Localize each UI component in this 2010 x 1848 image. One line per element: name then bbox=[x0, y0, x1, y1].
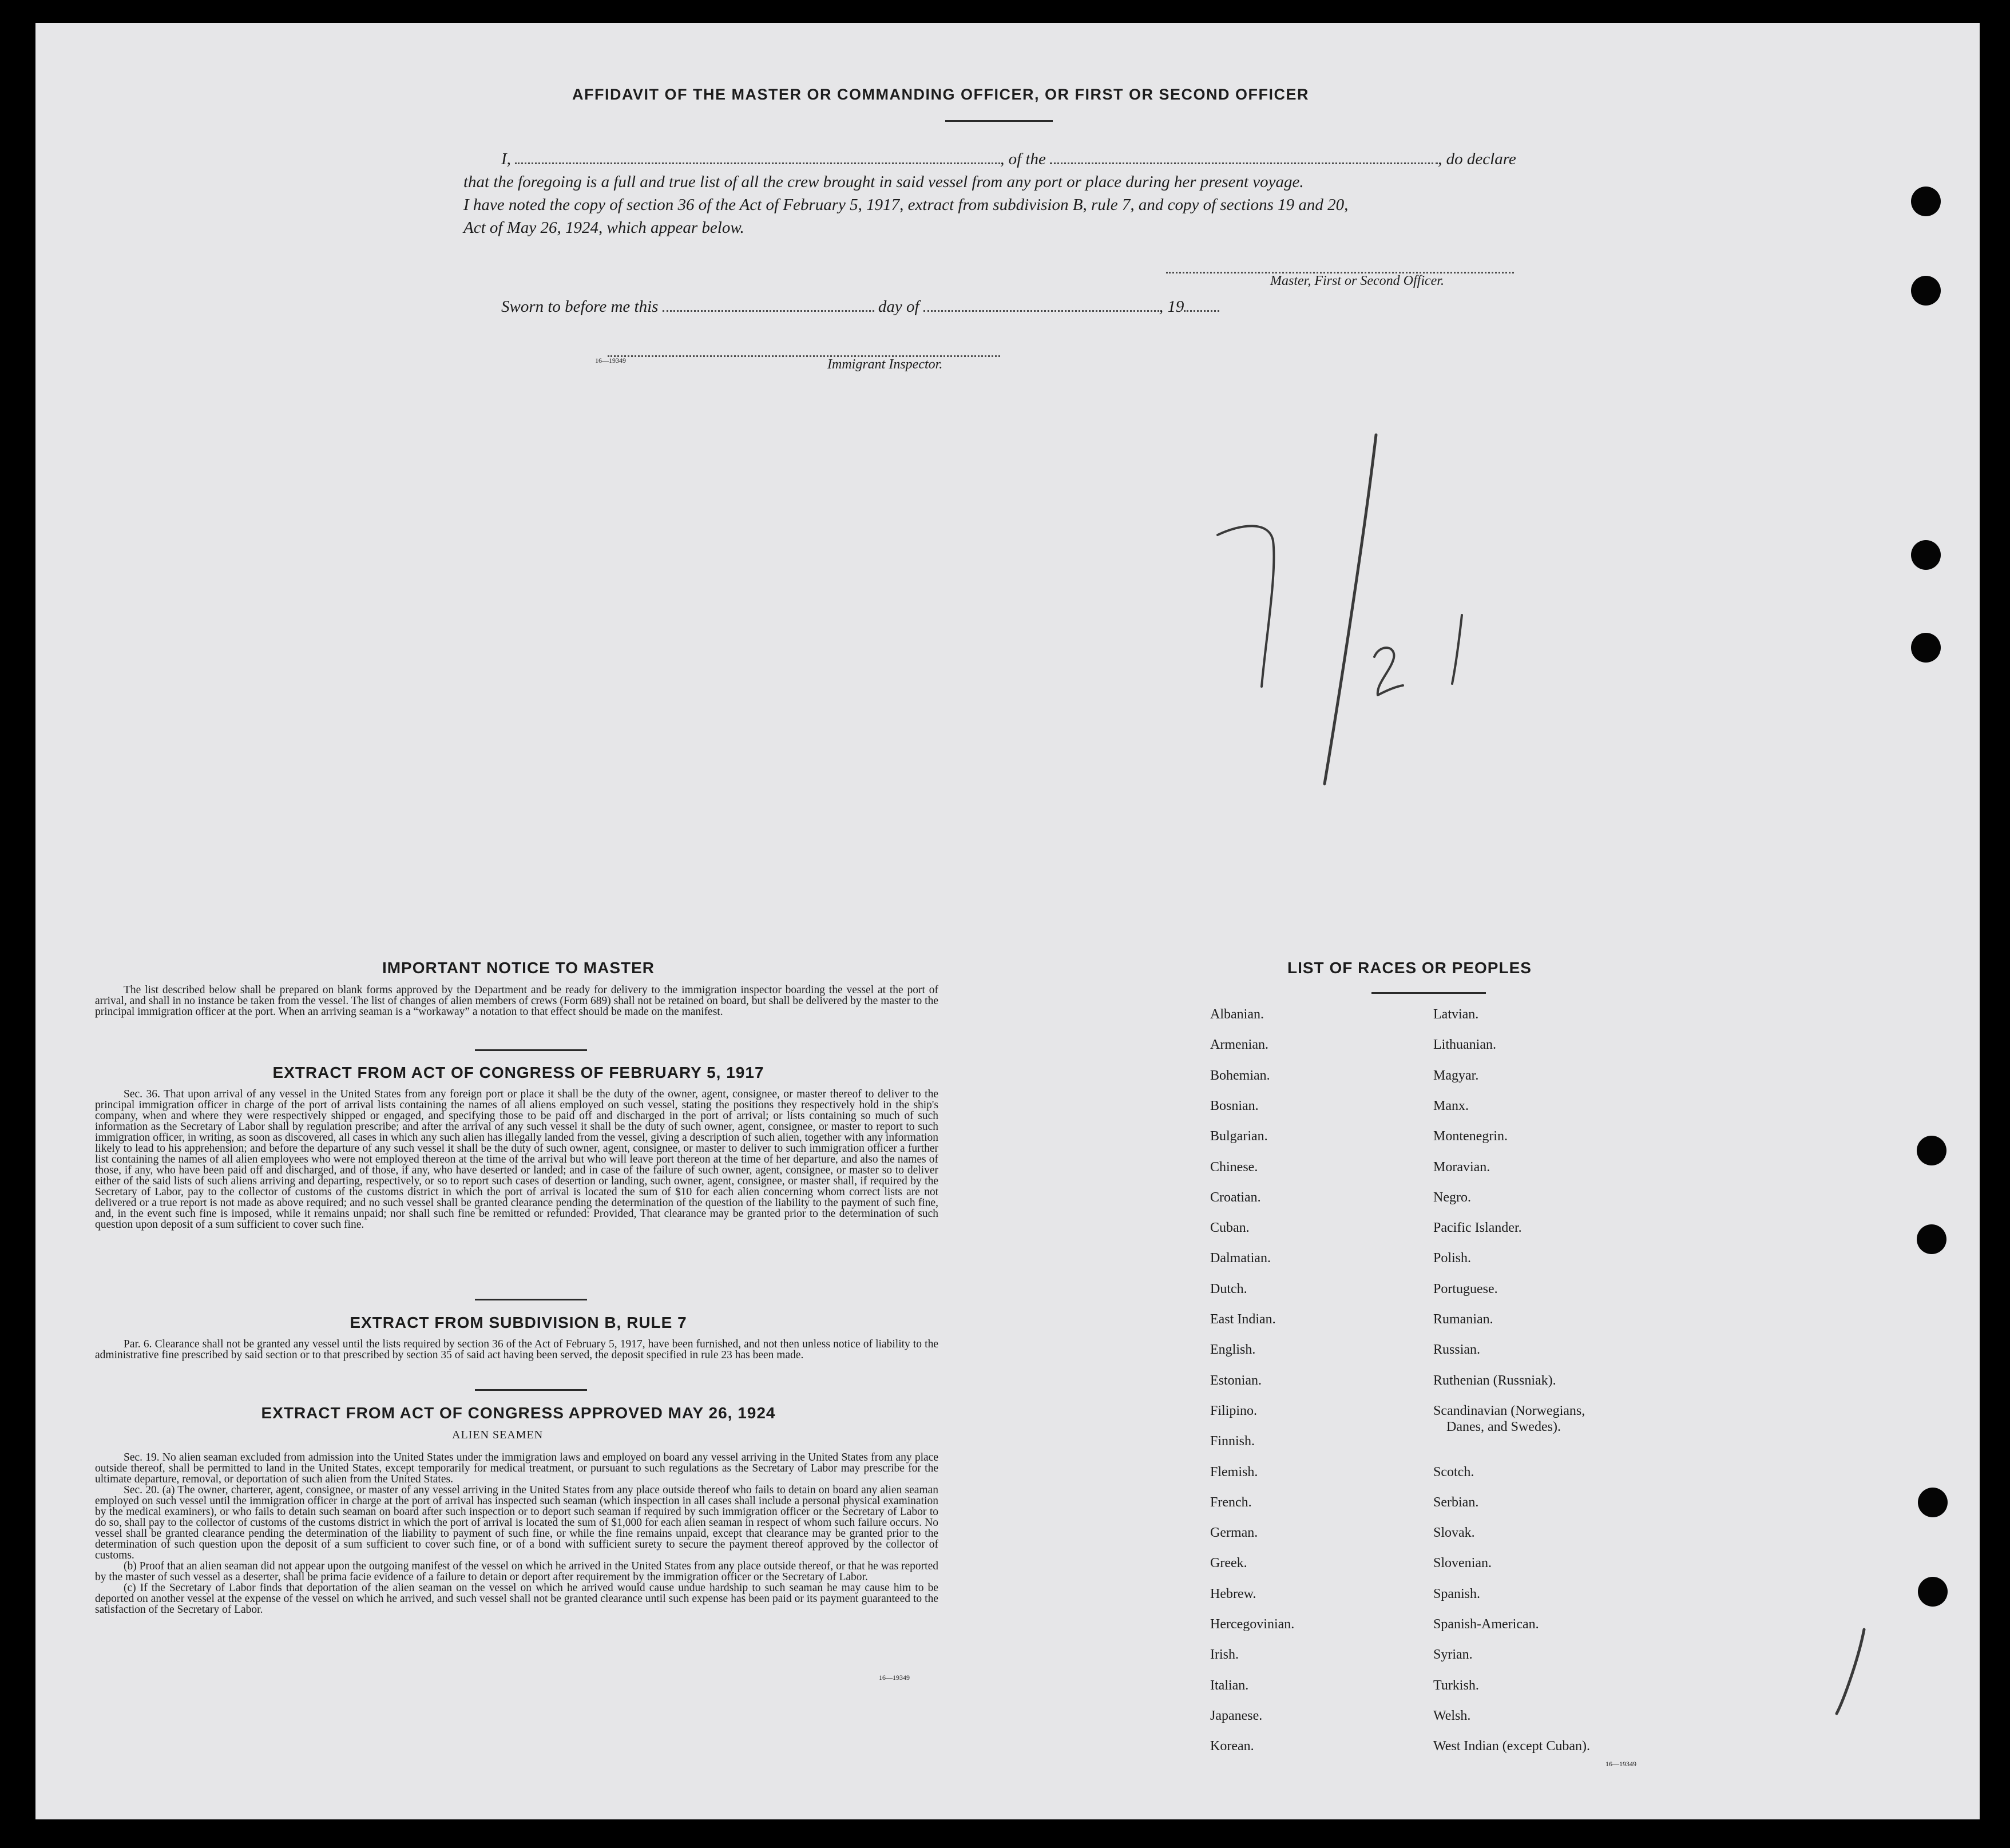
race-item: Irish. bbox=[1210, 1647, 1239, 1663]
race-item: Armenian. bbox=[1210, 1037, 1268, 1053]
section-divider bbox=[475, 1389, 587, 1391]
race-item: Flemish. bbox=[1210, 1464, 1258, 1480]
rule7-text: Par. 6. Clearance shall not be granted any vessel until the lists required by section 36 of the Act of February 5, 1917, have been furnished, and not then unless notice of liability to the administrative fine prescribed by said section or to that prescribed by section 35 of said act having been served, the deposit specified in rule 23 has been made. bbox=[95, 1338, 938, 1361]
extract-1917-title: EXTRACT FROM ACT OF CONGRESS OF FEBRUARY 5, 1917 bbox=[272, 1064, 764, 1081]
race-item: Montenegrin. bbox=[1433, 1129, 1508, 1144]
race-item: English. bbox=[1210, 1342, 1256, 1358]
race-item: French. bbox=[1210, 1494, 1252, 1510]
race-item: Rumanian. bbox=[1433, 1312, 1493, 1327]
punch-hole bbox=[1917, 1136, 1946, 1165]
sworn-year-prefix: , 19 bbox=[1159, 298, 1184, 316]
race-item: Scotch. bbox=[1433, 1464, 1474, 1480]
race-item: Dalmatian. bbox=[1210, 1251, 1271, 1266]
race-item: Magyar. bbox=[1433, 1068, 1479, 1083]
affidavit-do-declare: , do declare bbox=[1438, 150, 1516, 168]
race-item: Bosnian. bbox=[1210, 1098, 1259, 1113]
punch-hole bbox=[1918, 1577, 1948, 1607]
sworn-day-of: day of bbox=[878, 298, 919, 316]
rule7-title: EXTRACT FROM SUBDIVISION B, RULE 7 bbox=[350, 1314, 687, 1331]
affidavit-line-4: Act of May 26, 1924, which appear below. bbox=[463, 219, 744, 237]
race-item: Syrian. bbox=[1433, 1647, 1473, 1663]
punch-hole bbox=[1911, 633, 1941, 663]
affidavit-line-2: that the foregoing is a full and true list of all the crew brought in said vessel from any port or place during her present voyage. bbox=[463, 173, 1304, 191]
race-item: German. bbox=[1210, 1525, 1258, 1541]
sec-20c-text: (c) If the Secretary of Labor finds that deportation of the alien seaman on the vessel on which he arrived would cause undue hardship to such seaman he may cause him to be deported on another vessel at the expense of the vessel on which he arrived, and such vessel shall not be granted clearance until such expense has been paid or its payment guaranteed to the satisfaction of the Secretary of Labor. bbox=[95, 1582, 938, 1616]
form-code: 16—19349 bbox=[879, 1673, 910, 1682]
races-divider bbox=[1371, 992, 1486, 994]
extract-1924-title: EXTRACT FROM ACT OF CONGRESS APPROVED MAY 26, 1924 bbox=[261, 1404, 776, 1422]
extract-1917-text: Sec. 36. That upon arrival of any vessel in the United States from any foreign port or place it shall be the duty of the owner, agent, consignee, or master thereof to deliver to the principal immigration officer in charge of the port of arrival lists containing the names of all aliens employed on such vessel, stating the positions they respectively hold in the ship's company, when and where they were respectively shipped or engaged, and specifying those to be paid off and discharged in the port of arrival; or lists containing so much of such information as the Secretary of Labor shall by regulation prescribe; and after the arrival of any such vessel it shall be the duty of such owner, agent, consignee, or master to report to such immigration officer, in writing, as soon as discovered, all cases in which any such alien has illegally landed from the vessel, giving a description of such alien, together with any information likely to lead to his apprehension; and before the departure of any such vessel it shall be the duty of such owner, agent, consignee, or master to deliver to such immigration officer a further list containing the names of all alien employees who were not employed thereon at the time of the arrival but who will leave port thereon at the time of her departure, and also the names of those, if any, who have been paid off and discharged, and of those, if any, who have deserted or landed; and in case of the failure of such owner, agent, consignee, or master so to deliver either of the said lists of such aliens arriving and departing, respectively, or so to report such cases of desertion or landing, such owner, agent, consignee, or master shall, if required by the Secretary of Labor, pay to the collector of customs of the customs district in which the port of arrival is located the sum of $10 for each alien concerning whom correct lists are not delivered or a true report is not made as above required; and no such vessel shall be granted clearance pending the determination of the question of the liability to the payment of such fine, and, in the event such fine is imposed, while it remains unpaid; nor shall such fine be remitted or refunded: Provided, That clearance may be granted prior to the determination of such question upon deposit of a sum sufficient to cover such fine. bbox=[95, 1088, 938, 1231]
race-item: Turkish. bbox=[1433, 1678, 1479, 1693]
race-item: Greek. bbox=[1210, 1556, 1247, 1571]
sec-19-text: Sec. 19. No alien seaman excluded from admission into the United States under the immigration laws and employed on board any vessel arriving in the United States from any place outside thereof, shall be permitted to land in the United States, except temporarily for medical treatment, or pursuant to such regulations as the Secretary of Labor may prescribe for the ultimate departure, removal, or deportation of such alien from the United States. bbox=[95, 1452, 938, 1485]
sec-20a-text: Sec. 20. (a) The owner, charterer, agent, consignee, or master of any vessel arriving in the United States from any place outside thereof who fails to detain on board any alien seaman employed on such vessel until the immigration officer in charge at the port of arrival has inspected such seaman (which inspection in all cases shall include a personal physical examination by the medical examiners), or who fails to detain such seaman on board after such inspection or to deport such seaman if required by such immigration officer or the Secretary of Labor to do so, shall pay to the collector of customs of the customs district in which the port of arrival is located the sum of $1,000 for each alien seaman in respect of whom such failure occurs. No vessel shall be granted clearance pending the determination of the liability to payment of such fine, or while the fine remains unpaid, except that clearance may be granted prior to the determination of such question upon the deposit of a sum sufficient to cover such fine, or of a bond with sufficient surety to secure the payment thereof approved by the collector of customs. bbox=[95, 1484, 938, 1561]
affidavit-of-the: , of the bbox=[1000, 150, 1046, 168]
race-item: Moravian. bbox=[1433, 1159, 1490, 1175]
race-item: Italian. bbox=[1210, 1678, 1249, 1693]
race-item: Pacific Islander. bbox=[1433, 1220, 1522, 1236]
punch-hole bbox=[1911, 187, 1941, 216]
affidavit-line-3: I have noted the copy of section 36 of the Act of February 5, 1917, extract from subdivision B, rule 7, and copy of sections 19 and 20, bbox=[463, 196, 1349, 214]
race-item: Chinese. bbox=[1210, 1159, 1258, 1175]
alien-seamen-subtitle: ALIEN SEAMEN bbox=[452, 1429, 544, 1441]
race-item: Portuguese. bbox=[1433, 1281, 1498, 1296]
race-item: Latvian. bbox=[1433, 1007, 1479, 1022]
race-item: Scandinavian (Norwegians, bbox=[1433, 1403, 1585, 1418]
race-item: Slovak. bbox=[1433, 1525, 1475, 1541]
race-item: Finnish. bbox=[1210, 1434, 1255, 1449]
affidavit-pronoun: I, bbox=[501, 150, 511, 168]
race-item: Hebrew. bbox=[1210, 1586, 1256, 1601]
punch-hole bbox=[1911, 276, 1941, 306]
race-item: Danes, and Swedes). bbox=[1446, 1419, 1561, 1434]
race-item: Slovenian. bbox=[1433, 1556, 1492, 1571]
race-item: Ruthenian (Russniak). bbox=[1433, 1373, 1556, 1388]
race-item: Croatian. bbox=[1210, 1189, 1261, 1205]
race-item: Spanish-American. bbox=[1433, 1617, 1539, 1632]
form-code: 16—19349 bbox=[595, 356, 626, 364]
race-item: Russian. bbox=[1433, 1342, 1481, 1358]
notice-text: The list described below shall be prepared on blank forms approved by the Department and be ready for delivery to the immigration inspector boarding the vessel at the port of arrival, and shall in no instance be taken from the vessel. The list of changes of alien members of crews (Form 689) shall not be retained on board, but shall be delivered by the master to the principal immigration officer at the port. When an arriving seaman is a “workaway” a notation to that effect should be made on the manifest. bbox=[95, 984, 938, 1018]
notice-title: IMPORTANT NOTICE TO MASTER bbox=[382, 959, 655, 977]
affidavit-title: AFFIDAVIT OF THE MASTER OR COMMANDING OFFICER, OR FIRST OR SECOND OFFICER bbox=[572, 86, 1309, 103]
races-title: LIST OF RACES OR PEOPLES bbox=[1287, 959, 1532, 977]
extract-1924-text bbox=[95, 1452, 938, 1615]
inspector-caption: Immigrant Inspector. bbox=[827, 357, 943, 372]
punch-hole bbox=[1911, 540, 1941, 570]
race-item: Welsh. bbox=[1433, 1708, 1471, 1723]
race-item: Lithuanian. bbox=[1433, 1037, 1496, 1053]
race-item: Dutch. bbox=[1210, 1281, 1247, 1296]
punch-hole bbox=[1918, 1488, 1948, 1517]
race-item: Korean. bbox=[1210, 1739, 1254, 1754]
race-item: Bulgarian. bbox=[1210, 1129, 1268, 1144]
race-item: Serbian. bbox=[1433, 1494, 1479, 1510]
sworn-text: Sworn to before me this bbox=[501, 298, 659, 316]
race-item: East Indian. bbox=[1210, 1312, 1276, 1327]
master-caption: Master, First or Second Officer. bbox=[1270, 273, 1444, 288]
race-item: Manx. bbox=[1433, 1098, 1469, 1113]
race-item: Filipino. bbox=[1210, 1403, 1258, 1418]
race-item: Negro. bbox=[1433, 1189, 1471, 1205]
section-divider bbox=[475, 1049, 587, 1051]
race-item: Cuban. bbox=[1210, 1220, 1250, 1236]
race-item: Japanese. bbox=[1210, 1708, 1263, 1723]
race-item: Estonian. bbox=[1210, 1373, 1262, 1388]
race-item: Polish. bbox=[1433, 1251, 1472, 1266]
race-item: Spanish. bbox=[1433, 1586, 1481, 1601]
sec-20b-text: (b) Proof that an alien seaman did not appear upon the outgoing manifest of the vessel on which he arrived in the United States from any place outside thereof, or that he was reported by the master of such vessel as a deserter, shall be prima facie evidence of a failure to detain or deport after requirement by the immigration officer or the Secretary of Labor. bbox=[95, 1560, 938, 1583]
race-item: Albanian. bbox=[1210, 1007, 1264, 1022]
section-divider bbox=[475, 1299, 587, 1300]
punch-hole bbox=[1917, 1224, 1946, 1254]
race-item: Bohemian. bbox=[1210, 1068, 1270, 1083]
form-code: 16—19349 bbox=[1605, 1760, 1636, 1768]
race-item: West Indian (except Cuban). bbox=[1433, 1739, 1590, 1754]
race-item: Hercegovinian. bbox=[1210, 1617, 1295, 1632]
